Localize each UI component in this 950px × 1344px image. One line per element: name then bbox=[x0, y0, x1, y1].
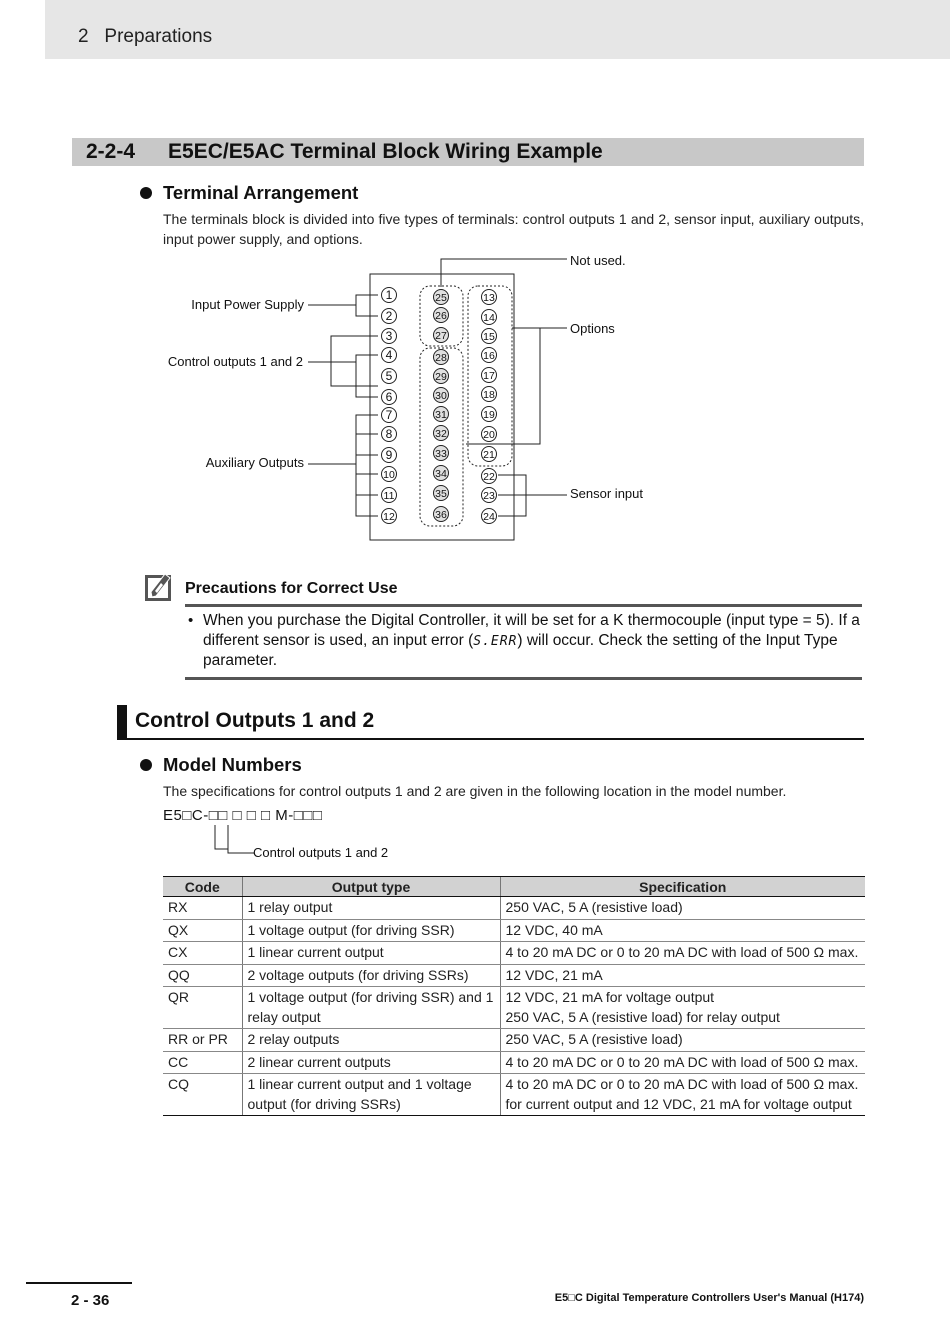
table-row bbox=[163, 919, 865, 942]
table-cell-specification: 250 VAC, 5 A (resistive load) bbox=[500, 897, 865, 920]
terminal-number-32: 32 bbox=[435, 428, 447, 440]
precaution-text-after: ) will occur. Check the setting of the Input Type parameter. bbox=[203, 631, 838, 669]
precaution-bullet: • bbox=[188, 612, 194, 629]
terminal-number-26: 26 bbox=[435, 310, 447, 322]
terminal-number-21: 21 bbox=[483, 449, 495, 461]
terminal-number-16: 16 bbox=[483, 350, 495, 362]
terminal-number-23: 23 bbox=[483, 490, 495, 502]
terminal-number-1: 1 bbox=[385, 288, 393, 302]
terminal-number-31: 31 bbox=[435, 409, 447, 421]
table-row bbox=[163, 964, 865, 987]
terminal-number-15: 15 bbox=[483, 331, 495, 343]
terminal-number-28: 28 bbox=[435, 352, 447, 364]
table-cell-specification: 4 to 20 mA DC or 0 to 20 mA DC with load of 500 Ω max. bbox=[500, 1051, 865, 1074]
terminal-number-29: 29 bbox=[435, 371, 447, 383]
terminal-number-33: 33 bbox=[435, 448, 447, 460]
terminal-number-18: 18 bbox=[483, 389, 495, 401]
bullet-icon bbox=[140, 187, 152, 199]
label-input-power-supply: Input Power Supply bbox=[191, 297, 304, 312]
terminal-number-8: 8 bbox=[385, 427, 393, 441]
model-numbers-heading: Model Numbers bbox=[163, 754, 302, 775]
terminal-number-22: 22 bbox=[483, 471, 495, 483]
label-options: Options bbox=[570, 321, 615, 336]
section-number: 2-2-4 bbox=[86, 140, 136, 163]
precaution-text-before: When you purchase the Digital Controller, it will be set for a K thermocouple (input type = 5). If a different sensor is used, an input error ( bbox=[203, 612, 860, 649]
terminal-number-11: 11 bbox=[383, 490, 395, 502]
precaution-pencil-icon bbox=[143, 571, 175, 605]
table-cell-output-type: 1 voltage output (for driving SSR) and 1 relay output bbox=[242, 987, 500, 1029]
control-outputs-title: Control Outputs 1 and 2 bbox=[135, 709, 375, 732]
table-cell-code: QX bbox=[163, 919, 242, 942]
terminal-number-9: 9 bbox=[385, 448, 393, 462]
model-numbers-description: The specifications for control outputs 1 and 2 are given in the following location in the model number. bbox=[163, 783, 787, 799]
table-header-output-type: Output type bbox=[242, 877, 500, 897]
manual-title: E5□C Digital Temperature Controllers User's Manual (H174) bbox=[554, 1292, 864, 1304]
terminal-number-30: 30 bbox=[435, 390, 447, 402]
table-cell-specification: 4 to 20 mA DC or 0 to 20 mA DC with load of 500 Ω max. bbox=[500, 942, 865, 965]
table-cell-specification: 250 VAC, 5 A (resistive load) bbox=[500, 1029, 865, 1052]
terminal-number-27: 27 bbox=[435, 330, 447, 342]
table-cell-output-type: 1 linear current output and 1 voltage output (for driving SSRs) bbox=[242, 1074, 500, 1116]
error-code: S.ERR bbox=[473, 633, 518, 649]
table-header-specification: Specification bbox=[500, 877, 865, 897]
bullet-icon bbox=[140, 759, 152, 771]
table-cell-code: CC bbox=[163, 1051, 242, 1074]
table-cell-output-type: 1 relay output bbox=[242, 897, 500, 920]
terminal-number-3: 3 bbox=[385, 329, 393, 343]
table-cell-code: QQ bbox=[163, 964, 242, 987]
label-not-used: Not used. bbox=[570, 253, 626, 268]
terminal-number-24: 24 bbox=[483, 511, 495, 523]
table-cell-output-type: 1 voltage output (for driving SSR) bbox=[242, 919, 500, 942]
terminal-number-10: 10 bbox=[383, 469, 395, 481]
terminal-number-4: 4 bbox=[385, 348, 393, 362]
table-cell-output-type: 2 linear current outputs bbox=[242, 1051, 500, 1074]
precaution-text bbox=[203, 611, 865, 671]
terminal-number-35: 35 bbox=[435, 488, 447, 500]
table-row bbox=[163, 1029, 865, 1052]
table-cell-specification: 12 VDC, 21 mA for voltage output 250 VAC, 5 A (resistive load) for relay output bbox=[500, 987, 865, 1029]
terminal-block-diagram bbox=[160, 250, 680, 550]
table-row bbox=[163, 897, 865, 920]
page-number: 2 - 36 bbox=[71, 1292, 110, 1309]
terminal-arrangement-description: The terminals block is divided into five types of terminals: control outputs 1 and 2, sensor input, auxiliary outputs, input power supply, and options. bbox=[163, 211, 864, 247]
table-cell-specification: 12 VDC, 40 mA bbox=[500, 919, 865, 942]
terminal-number-13: 13 bbox=[483, 292, 495, 304]
table-cell-code: CX bbox=[163, 942, 242, 965]
table-row bbox=[163, 1051, 865, 1074]
table-cell-code: CQ bbox=[163, 1074, 242, 1116]
table-row bbox=[163, 942, 865, 965]
table-row bbox=[163, 1074, 865, 1116]
terminal-number-14: 14 bbox=[483, 312, 495, 324]
table-cell-code: QR bbox=[163, 987, 242, 1029]
terminal-number-19: 19 bbox=[483, 409, 495, 421]
terminal-number-7: 7 bbox=[385, 408, 393, 422]
table-cell-output-type: 2 voltage outputs (for driving SSRs) bbox=[242, 964, 500, 987]
section-title: E5EC/E5AC Terminal Block Wiring Example bbox=[168, 140, 603, 163]
precautions-bottom-rule bbox=[185, 677, 862, 680]
terminal-number-20: 20 bbox=[483, 429, 495, 441]
subsection-rule bbox=[117, 738, 864, 740]
terminal-number-34: 34 bbox=[435, 468, 447, 480]
precautions-top-rule bbox=[185, 604, 862, 607]
model-number-label: Control outputs 1 and 2 bbox=[253, 845, 389, 860]
table-cell-code: RR or PR bbox=[163, 1029, 242, 1052]
table-header-row bbox=[163, 877, 865, 897]
table-cell-specification: 4 to 20 mA DC or 0 to 20 mA DC with load of 500 Ω max. for current output and 12 VDC, 21 mA for voltage output bbox=[500, 1074, 865, 1116]
label-control-outputs: Control outputs 1 and 2 bbox=[167, 354, 303, 369]
terminal-number-6: 6 bbox=[385, 390, 393, 404]
table-cell-output-type: 2 relay outputs bbox=[242, 1029, 500, 1052]
table-header-code: Code bbox=[163, 877, 242, 897]
label-sensor-input: Sensor input bbox=[570, 486, 643, 501]
terminal-number-2: 2 bbox=[385, 309, 393, 323]
terminal-number-36: 36 bbox=[435, 509, 447, 521]
precautions-title: Precautions for Correct Use bbox=[185, 580, 398, 597]
model-number: E5□C-□□ □ □ □ M-□□□ bbox=[163, 807, 323, 824]
terminal-number-5: 5 bbox=[385, 369, 393, 383]
subsection-marker bbox=[117, 705, 127, 739]
terminal-number-25: 25 bbox=[435, 292, 447, 304]
footer-rule bbox=[26, 1282, 132, 1284]
control-outputs-table bbox=[163, 876, 865, 1116]
terminal-number-12: 12 bbox=[383, 511, 395, 523]
table-row bbox=[163, 987, 865, 1029]
terminal-arrangement-heading: Terminal Arrangement bbox=[163, 182, 359, 203]
terminal-number-17: 17 bbox=[483, 370, 495, 382]
label-auxiliary-outputs: Auxiliary Outputs bbox=[205, 455, 304, 470]
table-cell-specification: 12 VDC, 21 mA bbox=[500, 964, 865, 987]
table-cell-code: RX bbox=[163, 897, 242, 920]
table-cell-output-type: 1 linear current output bbox=[242, 942, 500, 965]
chapter-heading: 2 Preparations bbox=[78, 26, 213, 47]
